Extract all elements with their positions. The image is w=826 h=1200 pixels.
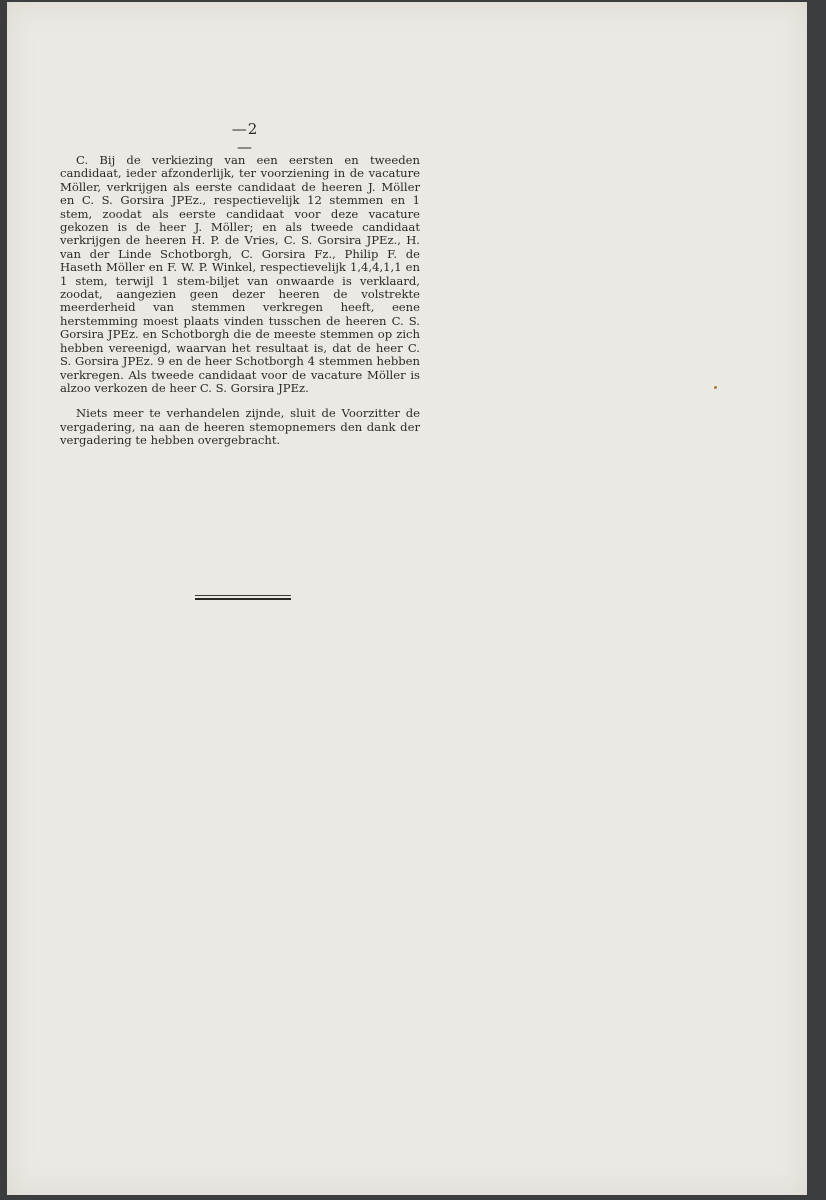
rule-thin-line — [195, 595, 291, 596]
document-page — [7, 2, 807, 1195]
rule-thick-line — [195, 598, 291, 600]
paper-speck — [714, 386, 717, 389]
paragraph-closing: Niets meer te verhandelen zijnde, sluit de Voorzitter de vergadering, na aan de heeren stemopnemers den dank der vergadering te hebben overgebracht. — [60, 406, 420, 448]
closing-double-rule — [195, 595, 291, 600]
page-number: —2— — [231, 120, 259, 156]
paragraph-election: C. Bij de verkiezing van een eersten en tweeden candidaat, ieder afzonderlijk, ter voorziening in de vacature Möller, verkrijgen als eerste candidaat de heeren J. Möller en C. S. Gorsira JPEz., respectievelijk 12 stemmen en 1 stem, zoodat als eerste candidaat voor deze vacature gekozen is de heer J. Möller; en als tweede candidaat verkrijgen de heeren H. P. de Vries, C. S. Gorsira JPEz., H. van der Linde Schotborgh, C. Gorsira Fz., Philip F. de Haseth Möller en F. W. P. Winkel, respectievelijk 1,4,4,1,1 en 1 stem, terwijl 1 stem-biljet van onwaarde is verklaard, zoodat, aangezien geen dezer heeren de volstrekte meerderheid van stemmen verkregen heeft, eene herstemming moest plaats vinden tusschen de heeren C. S. Gorsira JPEz. en Schotborgh die de meeste stemmen op zich hebben vereenigd, waarvan het resultaat is, dat de heer C. S. Gorsira JPEz. 9 en de heer Schotborgh 4 stemmen hebben verkregen. Als tweede candidaat voor de vacature Möller is alzoo verkozen de heer C. S. Gorsira JPEz. — [60, 153, 420, 395]
body-text — [60, 154, 420, 460]
